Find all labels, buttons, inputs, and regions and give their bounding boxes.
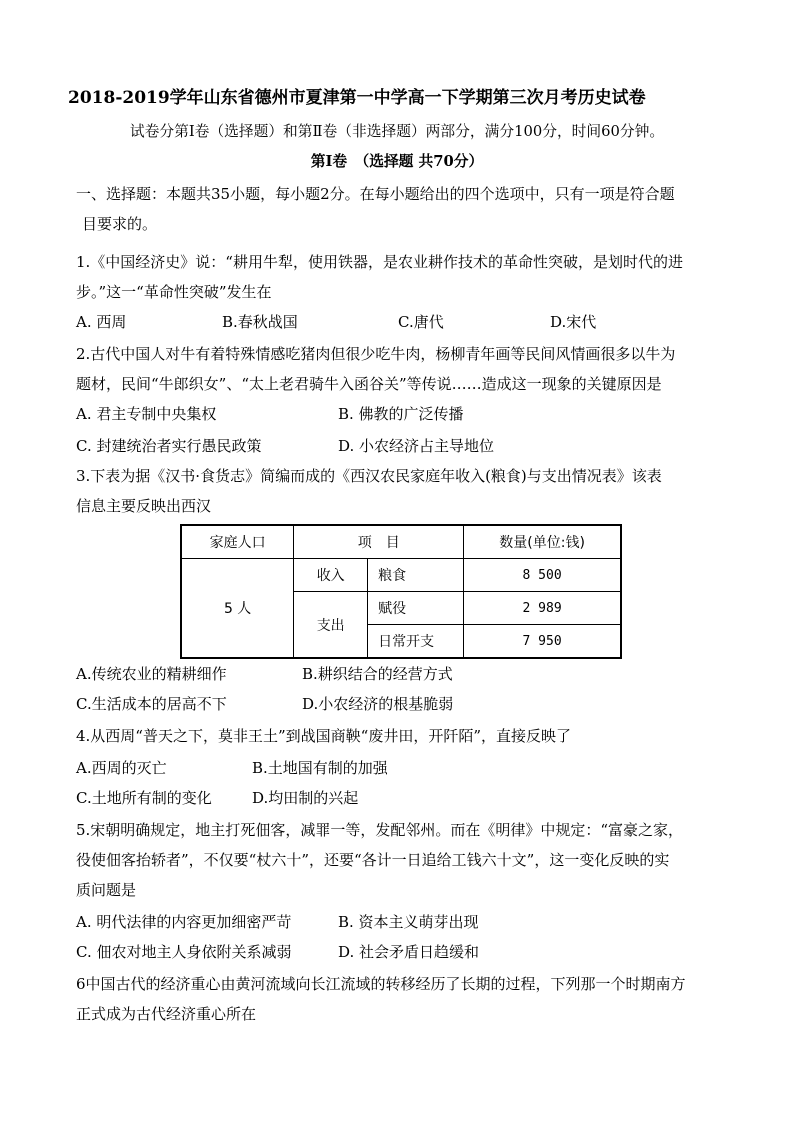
q5-option-c: C. 佃农对地主人身依附关系减弱 (76, 943, 292, 961)
exam-subtitle: 试卷分第Ⅰ卷（选择题）和第Ⅱ卷（非选择题）两部分，满分100分，时间60分钟。 (129, 123, 665, 140)
table-cell-tax: 赋役 (368, 592, 464, 625)
q1-stem-line-1: 1.《中国经济史》说：“耕用牛犁，使用铁器，是农业耕作技术的革命性突破，是划时代的进 (76, 253, 683, 271)
q4-option-d: D.均田制的兴起 (252, 789, 359, 807)
table-cell-expense: 支出 (294, 592, 368, 659)
q2-option-b: B. 佛教的广泛传播 (338, 405, 464, 423)
q5-option-b: B. 资本主义萌芽出现 (338, 913, 479, 931)
table-cell-daily-value: 7 950 (464, 625, 621, 659)
table-cell-tax-value: 2 989 (464, 592, 621, 625)
table-cell-daily: 日常开支 (368, 625, 464, 659)
table-cell-population: 5 人 (181, 559, 294, 659)
q2-option-a: A. 君主专制中央集权 (76, 405, 217, 423)
q4-option-a: A.西周的灭亡 (76, 759, 167, 777)
q1-option-c: C.唐代 (398, 313, 444, 331)
section-heading: 第Ⅰ卷 （选择题 共70分） (310, 153, 484, 170)
q5-stem-line-2: 役使佃客抬轿者”，不仅要“杖六十”，还要“各计一日追给工钱六十文”，这一变化反映的实 (76, 851, 670, 869)
q2-stem-line-1: 2.古代中国人对牛有着特殊情感吃猪肉但很少吃牛肉，杨柳青年画等民间风情画很多以牛为 (76, 345, 676, 363)
q3-option-d: D.小农经济的根基脆弱 (302, 695, 454, 713)
table-cell-income: 收入 (294, 559, 368, 592)
table-header-item: 项 目 (294, 525, 464, 559)
q6-stem-line-2: 正式成为古代经济重心所在 (76, 1005, 257, 1023)
table-cell-grain: 粮食 (368, 559, 464, 592)
q5-stem-line-1: 5.宋朝明确规定，地主打死佃客，减罪一等，发配邻州。而在《明律》中规定：“富豪之家， (76, 821, 683, 839)
q2-stem-line-2: 题材，民间“牛郎织女”、“太上老君骑牛入函谷关”等传说……造成这一现象的关键原因是 (76, 375, 662, 393)
income-expense-table (180, 524, 622, 659)
exam-title: 2018-2019学年山东省德州市夏津第一中学高一下学期第三次月考历史试卷 (68, 88, 646, 108)
q4-option-c: C.土地所有制的变化 (76, 789, 212, 807)
q3-option-c: C.生活成本的居高不下 (76, 695, 227, 713)
q2-option-c: C. 封建统治者实行愚民政策 (76, 437, 262, 455)
q1-stem-line-2: 步。”这一“革命性突破”发生在 (76, 283, 272, 301)
q3-option-b: B.耕织结合的经营方式 (302, 665, 453, 683)
q5-option-d: D. 社会矛盾日趋缓和 (338, 943, 480, 961)
q3-stem-line-2: 信息主要反映出西汉 (76, 497, 212, 515)
q3-stem-line-1: 3.下表为据《汉书·食货志》简编而成的《西汉农民家庭年收入(粮食)与支出情况表》该表 (76, 467, 662, 485)
q1-option-a: A. 西周 (76, 313, 127, 331)
q3-option-a: A.传统农业的精耕细作 (76, 665, 227, 683)
q6-stem-line-1: 6中国古代的经济重心由黄河流域向长江流域的转移经历了长期的过程，下列那一个时期南方 (76, 975, 686, 993)
table-cell-grain-value: 8 500 (464, 559, 621, 592)
q1-option-b: B.春秋战国 (222, 313, 298, 331)
table-header-population: 家庭人口 (181, 525, 294, 559)
q4-stem-line-1: 4.从西周“普天之下，莫非王土”到战国商鞅“废井田，开阡陌”，直接反映了 (76, 727, 571, 745)
q4-option-b: B.土地国有制的加强 (252, 759, 388, 777)
instruction-line-2: 目要求的。 (82, 215, 158, 233)
q5-stem-line-3: 质问题是 (76, 881, 137, 899)
q1-option-d: D.宋代 (550, 313, 597, 331)
table-header-quantity: 数量(单位:钱) (464, 525, 621, 559)
q5-option-a: A. 明代法律的内容更加细密严苛 (76, 913, 292, 931)
instruction-line-1: 一、选择题：本题共35小题，每小题2分。在每小题给出的四个选项中，只有一项是符合题 (76, 185, 675, 203)
q2-option-d: D. 小农经济占主导地位 (338, 437, 495, 455)
